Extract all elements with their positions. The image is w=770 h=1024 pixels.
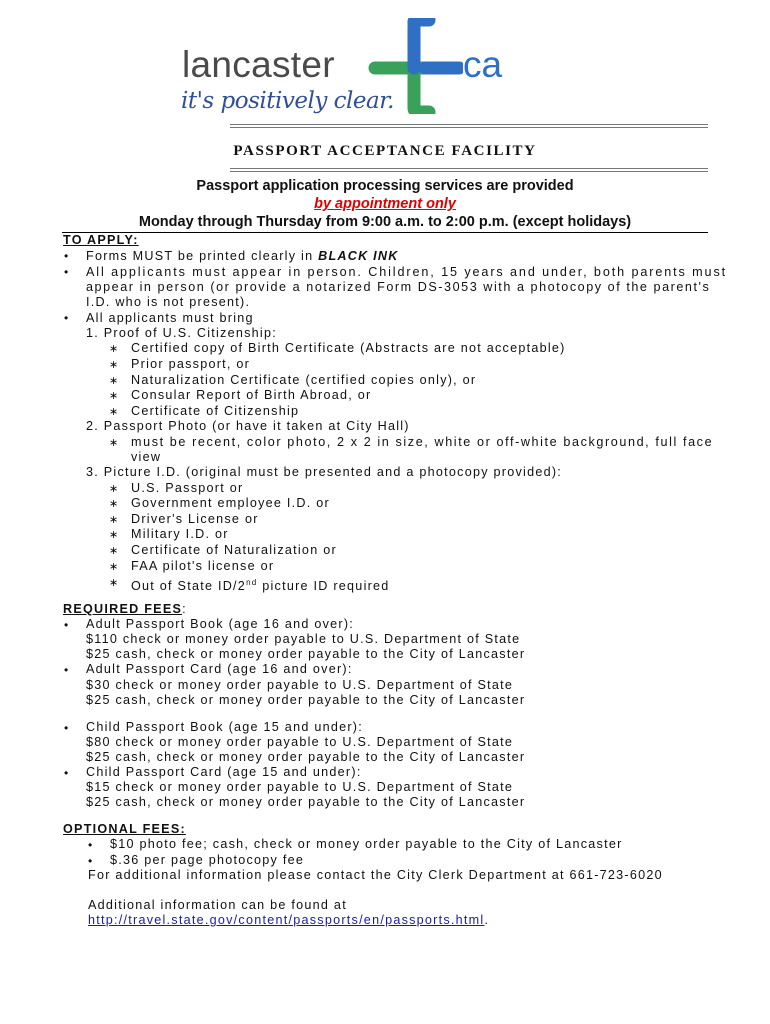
star-bullet: ∗	[109, 529, 119, 541]
more-info-line: Additional information can be found at	[88, 898, 347, 912]
photo-requirement-line-2: view	[131, 450, 162, 464]
page-title: PASSPORT ACCEPTANCE FACILITY	[233, 143, 537, 159]
numbered-item-3: 3. Picture I.D. (original must be presented and a photocopy provided):	[86, 465, 563, 479]
bullet-dot: •	[64, 249, 69, 263]
bullet-dot: •	[64, 265, 69, 279]
contact-line: For additional information please contact the City Clerk Department at 661-723-6020	[88, 868, 663, 882]
fee-title: Adult Passport Book (age 16 and over):	[86, 617, 355, 631]
bullet-dot: •	[88, 854, 93, 868]
star-bullet: ∗	[109, 514, 119, 526]
more-info-link-line: http://travel.state.gov/content/passports/en/passports.html.	[88, 913, 490, 927]
numbered-item-2: 2. Passport Photo (or have it taken at City Hall)	[86, 419, 410, 433]
intro-appointment: by appointment only	[314, 196, 456, 212]
fee-line: $110 check or money order payable to U.S. Department of State	[86, 632, 521, 646]
id-item-last: Out of State ID/2nd picture ID required	[131, 578, 390, 594]
fee-title: Child Passport Card (age 15 and under):	[86, 765, 362, 779]
bullet-dot: •	[64, 311, 69, 325]
id-item: Driver's License or	[131, 512, 259, 526]
id-item: FAA pilot's license or	[131, 559, 275, 573]
bullet-dot: •	[64, 663, 69, 677]
logo-tagline: it's positively clear.	[181, 88, 394, 114]
apply-ink-line: Forms MUST be printed clearly in BLACK INK	[86, 249, 399, 263]
id-item: Military I.D. or	[131, 527, 229, 541]
photo-requirement-line-1: must be recent, color photo, 2 x 2 in size, white or off-white background, full face	[131, 435, 714, 449]
star-bullet: ∗	[109, 390, 119, 402]
apply-bring: All applicants must bring	[86, 311, 254, 325]
intro-hours: Monday through Thursday from 9:00 a.m. to 2:00 p.m. (except holidays)	[138, 214, 632, 230]
fee-line: $30 check or money order payable to U.S. Department of State	[86, 678, 514, 692]
citizenship-item: Certificate of Citizenship	[131, 404, 300, 418]
star-bullet: ∗	[109, 359, 119, 371]
optional-item: $10 photo fee; cash, check or money order payable to the City of Lancaster	[110, 837, 623, 851]
fee-line: $25 cash, check or money order payable to the City of Lancaster	[86, 750, 526, 764]
star-bullet: ∗	[109, 375, 119, 387]
id-item: U.S. Passport or	[131, 481, 244, 495]
citizenship-item: Consular Report of Birth Abroad, or	[131, 388, 372, 402]
title-rule-2	[230, 171, 708, 172]
fee-title: Child Passport Book (age 15 and under):	[86, 720, 363, 734]
star-bullet: ∗	[109, 577, 119, 589]
section-rule	[62, 232, 708, 233]
star-bullet: ∗	[109, 545, 119, 557]
apply-appear-line-2: appear in person (or provide a notarized Form DS-3053 with a photocopy of the parent's	[86, 280, 711, 294]
fee-line: $15 check or money order payable to U.S. Department of State	[86, 780, 514, 794]
fee-line: $25 cash, check or money order payable to the City of Lancaster	[86, 795, 526, 809]
star-bullet: ∗	[109, 498, 119, 510]
bullet-dot: •	[64, 618, 69, 632]
fee-line: $80 check or money order payable to U.S. Department of State	[86, 735, 514, 749]
citizenship-item: Certified copy of Birth Certificate (Abstracts are not acceptable)	[131, 341, 566, 355]
fee-title: Adult Passport Card (age 16 and over):	[86, 662, 353, 676]
fees-heading: REQUIRED FEES:	[63, 602, 187, 616]
fee-line: $25 cash, check or money order payable to the City of Lancaster	[86, 693, 526, 707]
intro-line-1: Passport application processing services are provided	[196, 178, 574, 194]
logo-wordmark: lancaster	[182, 44, 335, 85]
apply-appear-line-3: I.D. who is not present).	[86, 295, 251, 309]
star-bullet: ∗	[109, 483, 119, 495]
bullet-dot: •	[88, 838, 93, 852]
star-bullet: ∗	[109, 406, 119, 418]
bullet-dot: •	[64, 766, 69, 780]
apply-appear-line-1: All applicants must appear in person. Children, 15 years and under, both parents must	[86, 265, 728, 279]
title-rule	[230, 168, 708, 169]
star-bullet: ∗	[109, 343, 119, 355]
bullet-dot: •	[64, 721, 69, 735]
star-bullet: ∗	[109, 561, 119, 573]
citizenship-item: Naturalization Certificate (certified copies only), or	[131, 373, 477, 387]
fee-line: $25 cash, check or money order payable to the City of Lancaster	[86, 647, 526, 661]
passport-info-link[interactable]: http://travel.state.gov/content/passports/en/passports.html	[88, 913, 485, 927]
star-bullet: ∗	[109, 437, 119, 449]
numbered-item-1: 1. Proof of U.S. Citizenship:	[86, 326, 277, 340]
optional-heading: OPTIONAL FEES:	[63, 822, 186, 836]
apply-heading: TO APPLY:	[63, 233, 139, 247]
id-item: Certificate of Naturalization or	[131, 543, 337, 557]
citizenship-item: Prior passport, or	[131, 357, 251, 371]
logo-suffix: ca	[463, 44, 503, 85]
top-rule	[230, 124, 708, 125]
top-rule-2	[230, 127, 708, 128]
optional-item: $.36 per page photocopy fee	[110, 853, 305, 867]
id-item: Government employee I.D. or	[131, 496, 330, 510]
